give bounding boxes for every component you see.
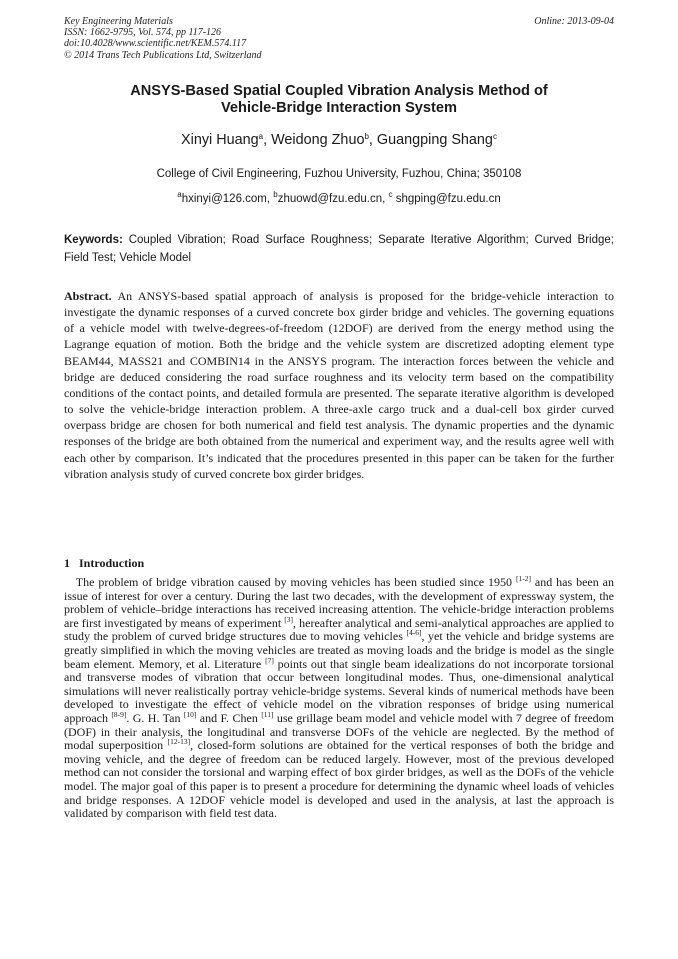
author-name: Guangping Shang [376,132,493,148]
email-mark: a [177,190,182,199]
title-line-2: Vehicle-Bridge Interaction System [220,100,457,117]
author-mark: c [492,132,497,141]
copyright-line: © 2014 Trans Tech Publications Ltd, Switzerland [64,49,262,61]
journal-name: Key Engineering Materials [64,16,173,27]
citation-ref: [12-13] [167,737,191,747]
citation-ref: [1-2] [515,574,531,583]
paper-title [64,83,614,118]
author-mark: a [258,132,264,141]
section-title: Introduction [79,556,145,570]
intro-text: and F. Chen [196,710,262,725]
citation-ref: [4-6] [406,628,422,638]
intro-text: points out that single beam idealizations do not incorporate torsional and transverse modes of vibration that occur between longitudinal modes. Thus, one-dimensional analytical simulations will never realistically portray vehicle-bridge systems. Several kinds of numerical methods have been developed to investigate the effect of vehicle model on the vibration responses of bridge using numerical approach [64,656,614,725]
issn-line: ISSN: 1662-9795, Vol. 574, pp 117-126 [64,27,222,39]
keywords [64,231,614,267]
author-list [64,132,614,148]
online-date: Online: 2013-09-04 [534,16,614,27]
intro-text: The problem of bridge vibration caused by moving vehicles has been studied since 1950 [75,575,516,589]
email-mark: b [273,190,278,199]
citation-ref: [10] [183,709,197,719]
citation-ref: [8-9] [111,709,127,719]
email-mark: c [388,190,393,199]
email-separator: , [382,193,389,205]
email-separator: , [266,193,274,205]
abstract-label: Abstract. [64,289,112,303]
keywords-text: Coupled Vibration; Road Surface Roughness; Separate Iterative Algorithm; Curved Bridge; Field Test; Vehicle Model [64,234,614,264]
affiliation: College of Civil Engineering, Fuzhou University, Fuzhou, China; 350108 [156,168,522,180]
author-name: Xinyi Huang [181,132,259,148]
intro-text: and has been an issue of interest for over a century. During the last two decades, with the development of expressway system, the problem of vehicle–bridge interactions has received increasing attention. The vehicle-bridge interaction problems are first investigated by means of experiment [64,575,614,630]
intro-text: . G. H. Tan [126,710,184,725]
section-number: 1 [64,556,70,570]
introduction-paragraph [64,576,614,821]
author-mark: b [364,132,369,141]
abstract [64,288,614,482]
citation-ref: [3] [284,614,294,624]
intro-text: , yet the vehicle and bridge systems are greatly simplified in which the moving vehicles are treated as moving loads and the bridge is model as the single beam element. Memory, et al. Literature [64,629,614,671]
email-list [64,190,614,205]
email-address: shgping@fzu.edu.cn [392,193,501,205]
keywords-label: Keywords: [64,234,123,246]
journal-header [64,16,262,61]
citation-ref: [7] [265,655,274,665]
intro-text: use grillage beam model and vehicle model with 7 degree of freedom (DOF) in their analysis, the longitudinal and transverse DOFs of the vehicle are neglected. By the method of modal superposition [64,710,615,753]
author-separator: , [368,132,377,148]
abstract-text: An ANSYS-based spatial approach of analysis is proposed for the bridge-vehicle interaction to investigate the dynamic responses of a curved concrete box girder bridge and vehicles. The governing equations of a vehicle model with twelve-degrees-of-freedom (12DOF) are derived from the energy method using the Lagrange equation of motion. Both the bridge and the vehicle system are discretized adopting element type BEAM44, MASS21 and COMBIN14 in the ANSYS program. The interaction forces between the vehicle and bridge are deduced considering the road surface roughness and its velocity term based on the compatibility conditions of the contact points, and detailed formula are presented. The separate iterative algorithm is developed to solve the vehicle-bridge interaction problem. A three-axle cargo truck and a dual-cell box girder curved overpass bridge are chosen for both numerical and field test analysis. The dynamic properties and the dynamic responses of the bridge are both obtained from the numerical and experiment way, and the results agree well with each other by comparison. It’s indicated that the procedures presented in this paper can be taken for the further vibration analysis study of curved concrete box girder bridges. [64,289,614,481]
author-separator: , [263,132,272,148]
author-name: Weidong Zhuo [271,132,365,148]
title-line-1: ANSYS-Based Spatial Coupled Vibration Analysis Method of [130,83,548,99]
citation-ref: [11] [261,709,274,719]
section-heading [64,556,144,571]
intro-text: , closed-form solutions are obtained for the vertical responses of both the bridge and moving vehicle, and the degree of freedom can be reduced largely. However, most of the previous developed method can not consider the torsional and warping effect of box girder bridges, as well as the DOFs of the vehicle model. The major goal of this paper is to present a procedure for determining the dynamic wheel loads of vehicles and bridge responses. A 12DOF vehicle model is developed and used in the analysis, at last the approach is validated by comparison with field test data. [64,738,614,821]
doi-line: doi:10.4028/www.scientific.net/KEM.574.117 [64,38,247,50]
email-address: hxinyi@126.com [181,193,267,205]
intro-text: , hereafter analytical and semi-analytical approaches are applied to study the problem of curved bridge structures due to moving vehicles [64,615,615,644]
email-address: zhuowd@fzu.edu.cn [277,193,383,205]
